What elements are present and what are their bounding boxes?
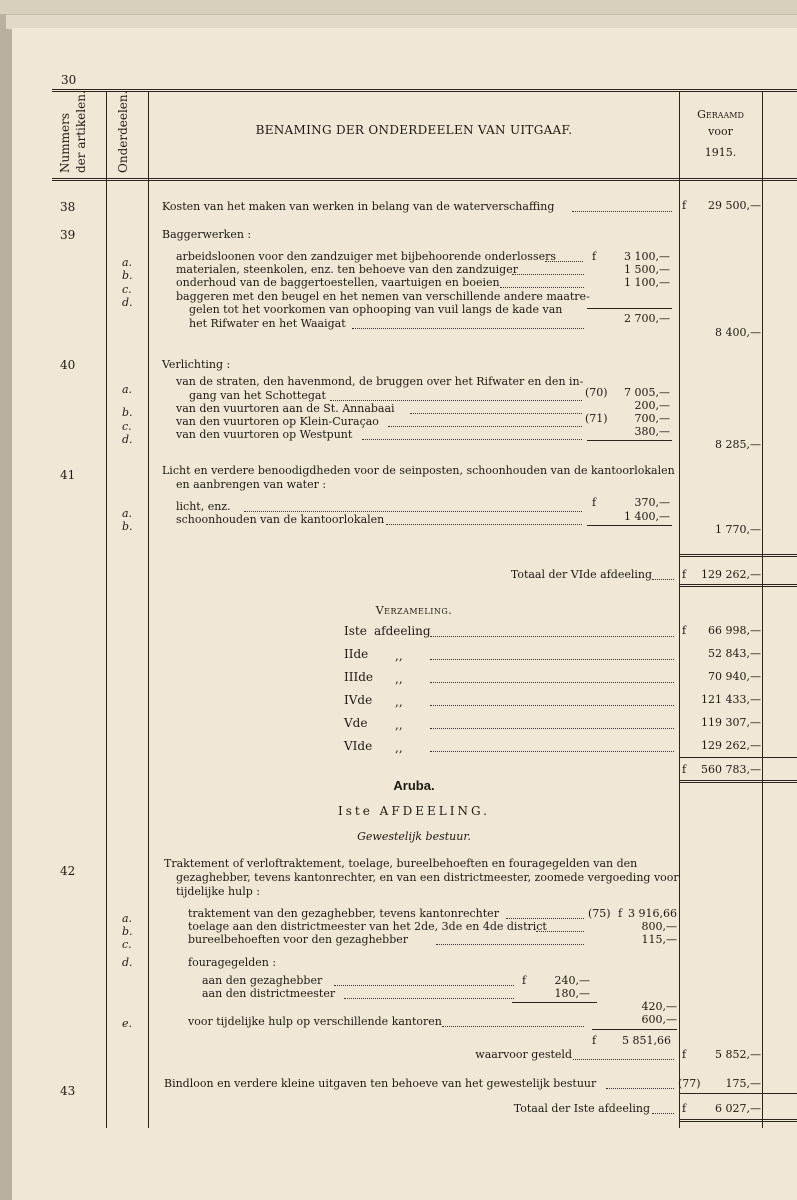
art41-a-text: licht, enz. xyxy=(176,500,231,513)
page-number: 30 xyxy=(61,73,77,87)
verz-row-word: ,, xyxy=(395,741,403,755)
art39-a-amount: 3 100,— xyxy=(624,250,670,263)
page-edge-back xyxy=(0,0,797,14)
verz-row-amount: 121 433,— xyxy=(701,693,761,706)
art41-title1: Licht en verdere benoodigdheden voor de seinposten, schoonhouden van de kantoorlokalen xyxy=(162,464,675,477)
art41-b-text: schoonhouden van de kantoorlokalen xyxy=(176,513,385,526)
total-i-rule-bottom xyxy=(679,1119,797,1122)
art40-d-text: van den vuurtoren op Westpunt xyxy=(176,428,353,441)
header-amount-l3: 1915. xyxy=(704,146,737,159)
total-vi-amount: 129 262,— xyxy=(701,568,761,581)
total-i-label: Totaal der Iste afdeeling xyxy=(513,1102,650,1115)
art42-d-letter: d. xyxy=(122,956,133,969)
art41-number: 41 xyxy=(60,468,76,482)
art43-number: 43 xyxy=(60,1084,76,1098)
art42-b-text: toelage aan den districtmeester van het 2de, 3de en 4de district xyxy=(188,920,547,933)
art39-d-text1: baggeren met den beugel en het nemen van verschillende andere maatre- xyxy=(176,290,590,303)
verzameling-rule xyxy=(679,757,797,758)
art42-number: 42 xyxy=(60,864,76,878)
total-i-amount: 6 027,— xyxy=(715,1102,761,1115)
art42-sum-rule xyxy=(592,1029,677,1030)
art40-c-ref: (71) xyxy=(585,412,608,425)
leader-dots xyxy=(572,211,672,212)
art39-b-letter: b. xyxy=(122,269,133,282)
total-vi-rule-bottom xyxy=(679,584,797,587)
header-articles-line2: der artikelen. xyxy=(74,90,88,173)
art42-title1: Traktement of verloftraktement, toelage, bureelbehoeften en fouragegelden van den xyxy=(164,857,638,870)
art42-d1-amount: 240,— xyxy=(554,974,590,987)
verz-row-currency: f xyxy=(682,624,687,637)
art40-c-letter: c. xyxy=(122,420,132,433)
art40-number: 40 xyxy=(60,358,76,372)
verz-row-label: IIde xyxy=(344,647,369,661)
art42-sum-currency: f xyxy=(592,1034,597,1047)
art39-total: 8 400,— xyxy=(715,326,761,339)
leader-dots xyxy=(573,1059,674,1060)
leader-dots xyxy=(330,400,582,401)
art40-b-letter: b. xyxy=(122,406,133,419)
art42-d2-text: aan den districtmeester xyxy=(202,987,336,1000)
leader-dots xyxy=(386,524,582,525)
verzameling-total: 560 783,— xyxy=(701,763,761,776)
verz-row-label: Vde xyxy=(344,716,368,730)
art42-a-amount: 3 916,66 xyxy=(628,907,677,920)
art43-text: Bindloon en verdere kleine uitgaven ten behoeve van het gewestelijk bestuur xyxy=(164,1077,597,1090)
total-i-currency: f xyxy=(682,1102,687,1115)
leader-dots xyxy=(506,918,584,919)
art42-rounded-currency: f xyxy=(682,1048,687,1061)
leader-dots xyxy=(334,985,514,986)
art41-a-amount: 370,— xyxy=(634,496,670,509)
total-vi-currency: f xyxy=(682,568,687,581)
leader-dots xyxy=(430,705,674,706)
art39-d-amount: 2 700,— xyxy=(624,312,670,325)
art40-d-amount: 380,— xyxy=(634,425,670,438)
leader-dots xyxy=(430,682,674,683)
art40-a-ref: (70) xyxy=(585,386,608,399)
art42-b-amount: 800,— xyxy=(641,920,677,933)
leader-dots xyxy=(430,751,674,752)
art42-b-letter: b. xyxy=(122,925,133,938)
verz-row-amount: 70 940,— xyxy=(708,670,761,683)
art40-b-amount: 200,— xyxy=(634,399,670,412)
art42-d-text: fouragegelden : xyxy=(188,956,277,969)
art42-d2-amount: 180,— xyxy=(554,987,590,1000)
art39-a-currency: f xyxy=(592,250,597,263)
ledger-page xyxy=(12,28,797,1200)
header-title: BENAMING DER ONDERDEELEN VAN UITGAAF. xyxy=(255,123,573,137)
leader-dots xyxy=(410,413,582,414)
verz-row-amount: 129 262,— xyxy=(701,739,761,752)
verz-row-word: afdeeling xyxy=(374,624,431,638)
verzameling-total-currency: f xyxy=(682,763,687,776)
art42-e-letter: e. xyxy=(122,1017,133,1030)
art40-total: 8 285,— xyxy=(715,438,761,451)
art42-c-letter: c. xyxy=(122,938,132,951)
art39-d-text3: het Rifwater en het Waaigat xyxy=(189,317,346,330)
leader-dots xyxy=(430,659,674,660)
header-bottom-rule xyxy=(52,178,797,181)
verz-row-amount: 119 307,— xyxy=(701,716,761,729)
art38-number: 38 xyxy=(60,200,76,214)
leader-dots xyxy=(442,1026,584,1027)
leader-dots xyxy=(244,511,582,512)
leader-dots xyxy=(352,328,584,329)
art39-title: Baggerwerken : xyxy=(162,228,252,241)
col-rule-4 xyxy=(762,92,763,1128)
art42-a-text: traktement van den gezaghebber, tevens kantonrechter xyxy=(188,907,499,920)
verzameling-title: Verzameling. xyxy=(375,604,453,617)
aruba-section: Iste AFDEELING. xyxy=(338,804,490,818)
art42-a-currency: f xyxy=(618,907,623,920)
verz-row-word: ,, xyxy=(395,718,403,732)
verz-row-amount: 52 843,— xyxy=(708,647,761,660)
art42-d-amount: 420,— xyxy=(641,1000,677,1013)
leader-dots xyxy=(545,261,583,262)
art40-subtotal-rule xyxy=(587,440,672,441)
verz-row-label: VIde xyxy=(344,739,373,753)
art40-d-letter: d. xyxy=(122,433,133,446)
art42-d1-currency: f xyxy=(522,974,527,987)
art39-c-letter: c. xyxy=(122,283,132,296)
art38-total: 29 500,— xyxy=(708,199,761,212)
art41-b-amount: 1 400,— xyxy=(624,510,670,523)
header-parts: Onderdeelen. xyxy=(116,90,130,173)
art39-b-amount: 1 500,— xyxy=(624,263,670,276)
art41-b-letter: b. xyxy=(122,520,133,533)
art43-ref: (77) xyxy=(678,1077,701,1090)
art40-c-text: van den vuurtoren op Klein-Curaçao xyxy=(176,415,379,428)
leader-dots xyxy=(606,1088,674,1089)
leader-dots xyxy=(652,1113,674,1114)
art39-number: 39 xyxy=(60,228,76,242)
art42-title2: gezaghebber, tevens kantonrechter, en van een districtmeester, zoomede vergoeding voor xyxy=(176,871,679,884)
art42-a-letter: a. xyxy=(122,912,133,925)
art39-c-amount: 1 100,— xyxy=(624,276,670,289)
verz-row-amount: 66 998,— xyxy=(708,624,761,637)
total-i-rule xyxy=(679,1093,797,1094)
leader-dots xyxy=(500,287,584,288)
verz-row-label: Iste xyxy=(344,624,367,638)
verz-row-word: ,, xyxy=(395,672,403,686)
art41-title2: en aanbrengen van water : xyxy=(176,478,327,491)
art41-total: 1 770,— xyxy=(715,523,761,536)
verz-row-label: IIIde xyxy=(344,670,374,684)
art40-title: Verlichting : xyxy=(162,358,231,371)
art41-subtotal-rule xyxy=(587,525,672,526)
leader-dots xyxy=(430,636,674,637)
art39-subtotal-rule xyxy=(587,308,672,309)
total-vi-rule xyxy=(679,554,797,557)
verzameling-rule-bottom xyxy=(679,780,797,783)
art42-e-text: voor tijdelijke hulp op verschillende kantoren xyxy=(188,1015,442,1028)
art39-c-text: onderhoud van de baggertoestellen, vaartuigen en boeien xyxy=(176,276,500,289)
leader-dots xyxy=(436,944,584,945)
art41-a-currency: f xyxy=(592,496,597,509)
art41-a-letter: a. xyxy=(122,507,133,520)
art40-a-amount: 7 005,— xyxy=(624,386,670,399)
col-rule-1 xyxy=(106,92,107,1128)
art40-b-text: van den vuurtoren aan de St. Annabaai xyxy=(176,402,395,415)
header-articles-line1: Nummers xyxy=(58,113,72,173)
art38-currency: f xyxy=(682,199,687,212)
art42-rounded-amount: 5 852,— xyxy=(715,1048,761,1061)
art39-d-text2: gelen tot het voorkomen van ophooping van vuil langs de kade van xyxy=(189,303,563,316)
art42-sum: 5 851,66 xyxy=(622,1034,671,1047)
art42-c-amount: 115,— xyxy=(641,933,677,946)
leader-dots xyxy=(512,274,584,275)
verz-row-word: ,, xyxy=(395,649,403,663)
art42-d1-text: aan den gezaghebber xyxy=(202,974,323,987)
art42-d-subtotal-rule xyxy=(512,1002,597,1003)
art40-a-letter: a. xyxy=(122,383,133,396)
art39-d-letter: d. xyxy=(122,296,133,309)
verz-row-word: ,, xyxy=(395,695,403,709)
total-vi-label: Totaal der VIde afdeeling xyxy=(510,568,652,581)
leader-dots xyxy=(430,728,674,729)
aruba-title: Aruba. xyxy=(393,778,435,793)
art42-a-ref: (75) xyxy=(588,907,611,920)
art39-b-text: materialen, steenkolen, enz. ten behoeve van den zandzuiger xyxy=(176,263,518,276)
art38-text: Kosten van het maken van werken in belang van de waterverschaffing xyxy=(162,200,555,213)
art40-c-amount: 700,— xyxy=(634,412,670,425)
art39-a-text: arbeidsloonen voor den zandzuiger met bijbehoorende onderlossers xyxy=(176,250,557,263)
verz-row-label: IVde xyxy=(344,693,373,707)
art42-title3: tijdelijke hulp : xyxy=(176,885,260,898)
art42-rounded-label: waarvoor gesteld xyxy=(475,1048,572,1061)
leader-dots xyxy=(652,579,674,580)
art40-a-text2: gang van het Schottegat xyxy=(189,389,326,402)
col-rule-3 xyxy=(679,92,680,1128)
art40-a-text1: van de straten, den havenmond, de bruggen over het Rifwater en den in- xyxy=(176,375,584,388)
page-edge-middle xyxy=(6,14,797,29)
leader-dots xyxy=(344,998,514,999)
header-top-rule xyxy=(52,89,797,92)
aruba-subsection: Gewestelijk bestuur. xyxy=(357,830,471,843)
leader-dots xyxy=(362,439,582,440)
leader-dots xyxy=(536,931,584,932)
header-amount-l2: voor xyxy=(708,125,733,138)
header-amount-l1: Geraamd xyxy=(697,108,744,121)
art43-amount: 175,— xyxy=(725,1077,761,1090)
art42-c-text: bureelbehoeften voor den gezaghebber xyxy=(188,933,409,946)
art39-a-letter: a. xyxy=(122,256,133,269)
art42-e-amount: 600,— xyxy=(641,1013,677,1026)
leader-dots xyxy=(388,426,582,427)
